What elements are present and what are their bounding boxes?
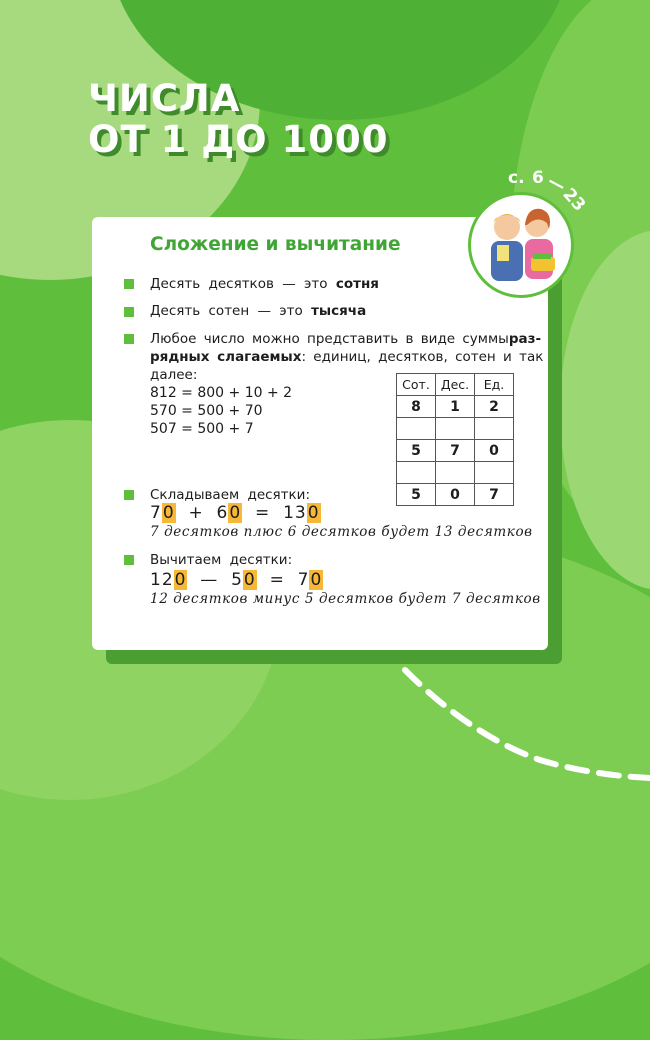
add-a: 7 — [150, 503, 162, 523]
line1-bold: раз- — [508, 331, 542, 347]
chapter-title-line1: ЧИСЛА — [88, 77, 241, 120]
sub-expression — [150, 570, 323, 590]
sub-label: Вычитаем десятки: — [150, 552, 293, 568]
sub-c-zero: 0 — [310, 570, 323, 590]
bullet-3 — [124, 334, 134, 344]
item-place-value-line1 — [150, 330, 542, 348]
page-range-to: 23 — [558, 184, 590, 216]
add-b: 6 — [216, 503, 229, 523]
item-ten-hundreds-bold: тысяча — [311, 303, 367, 319]
table-row — [397, 484, 514, 506]
line2-bold: рядных слагаемых — [150, 349, 302, 365]
table-header-units: Ед. — [475, 374, 514, 396]
table-row — [397, 396, 514, 418]
table-cell — [436, 418, 475, 440]
table-cell: 0 — [436, 484, 475, 506]
equation-507: 507 = 500 + 7 — [150, 421, 254, 437]
chapter-title — [88, 78, 388, 160]
page-range-from: 6 — [532, 168, 544, 188]
children-icon — [468, 192, 574, 298]
table-cell: 1 — [436, 396, 475, 418]
table-cell: 7 — [436, 440, 475, 462]
sub-eq: = — [269, 570, 285, 590]
item-place-value-line3: далее: — [150, 367, 198, 383]
page-range-dash: — — [544, 171, 569, 197]
table-cell — [397, 462, 436, 484]
equation-812: 812 = 800 + 10 + 2 — [150, 385, 293, 401]
sub-note: 12 десятков минус 5 десятков будет 7 десятков — [150, 591, 541, 607]
add-note: 7 десятков плюс 6 десятков будет 13 десятков — [150, 524, 533, 540]
table-header-row — [397, 374, 514, 396]
item-ten-tens — [150, 275, 379, 293]
table-cell — [475, 418, 514, 440]
table-cell: 0 — [475, 440, 514, 462]
bullet-4 — [124, 490, 134, 500]
table-cell — [397, 418, 436, 440]
table-header-tens: Дес. — [436, 374, 475, 396]
sub-a-zero: 0 — [174, 570, 187, 590]
add-expression — [150, 503, 321, 523]
add-eq: = — [255, 503, 271, 523]
section-heading: Сложение и вычитание — [150, 234, 401, 255]
add-plus: + — [188, 503, 204, 523]
add-label: Складываем десятки: — [150, 487, 311, 503]
table-cell: 7 — [475, 484, 514, 506]
table-cell: 5 — [397, 484, 436, 506]
item-ten-tens-text: Десять десятков — это — [150, 276, 336, 292]
sub-b: 5 — [231, 570, 243, 590]
add-a-zero: 0 — [162, 503, 175, 523]
line2-text: : единиц, десятков, сотен и так — [301, 349, 544, 365]
table-cell — [475, 462, 514, 484]
sub-minus: — — [200, 570, 219, 590]
bullet-2 — [124, 307, 134, 317]
chapter-title-line2: ОТ 1 ДО 1000 — [88, 118, 389, 161]
add-c: 13 — [283, 503, 307, 523]
sub-b-zero: 0 — [243, 570, 256, 590]
equation-570: 570 = 500 + 70 — [150, 403, 263, 419]
table-row — [397, 462, 514, 484]
table-row — [397, 418, 514, 440]
page-range-prefix: с. — [508, 168, 525, 188]
sub-a: 12 — [150, 570, 174, 590]
table-cell: 2 — [475, 396, 514, 418]
bullet-5 — [124, 555, 134, 565]
table-cell: 8 — [397, 396, 436, 418]
add-b-zero: 0 — [229, 503, 242, 523]
item-ten-tens-bold: сотня — [335, 276, 379, 292]
sub-c: 7 — [297, 570, 310, 590]
place-value-table — [396, 373, 514, 506]
item-ten-hundreds-text: Десять сотен — это — [150, 303, 312, 319]
item-place-value-line2 — [150, 348, 544, 366]
table-row — [397, 440, 514, 462]
table-header-hundreds: Сот. — [397, 374, 436, 396]
table-cell: 5 — [397, 440, 436, 462]
add-c-zero: 0 — [307, 503, 320, 523]
table-cell — [436, 462, 475, 484]
bullet-1 — [124, 279, 134, 289]
item-ten-hundreds — [150, 302, 366, 320]
line1-text: Любое число можно представить в виде суммы — [150, 331, 509, 347]
